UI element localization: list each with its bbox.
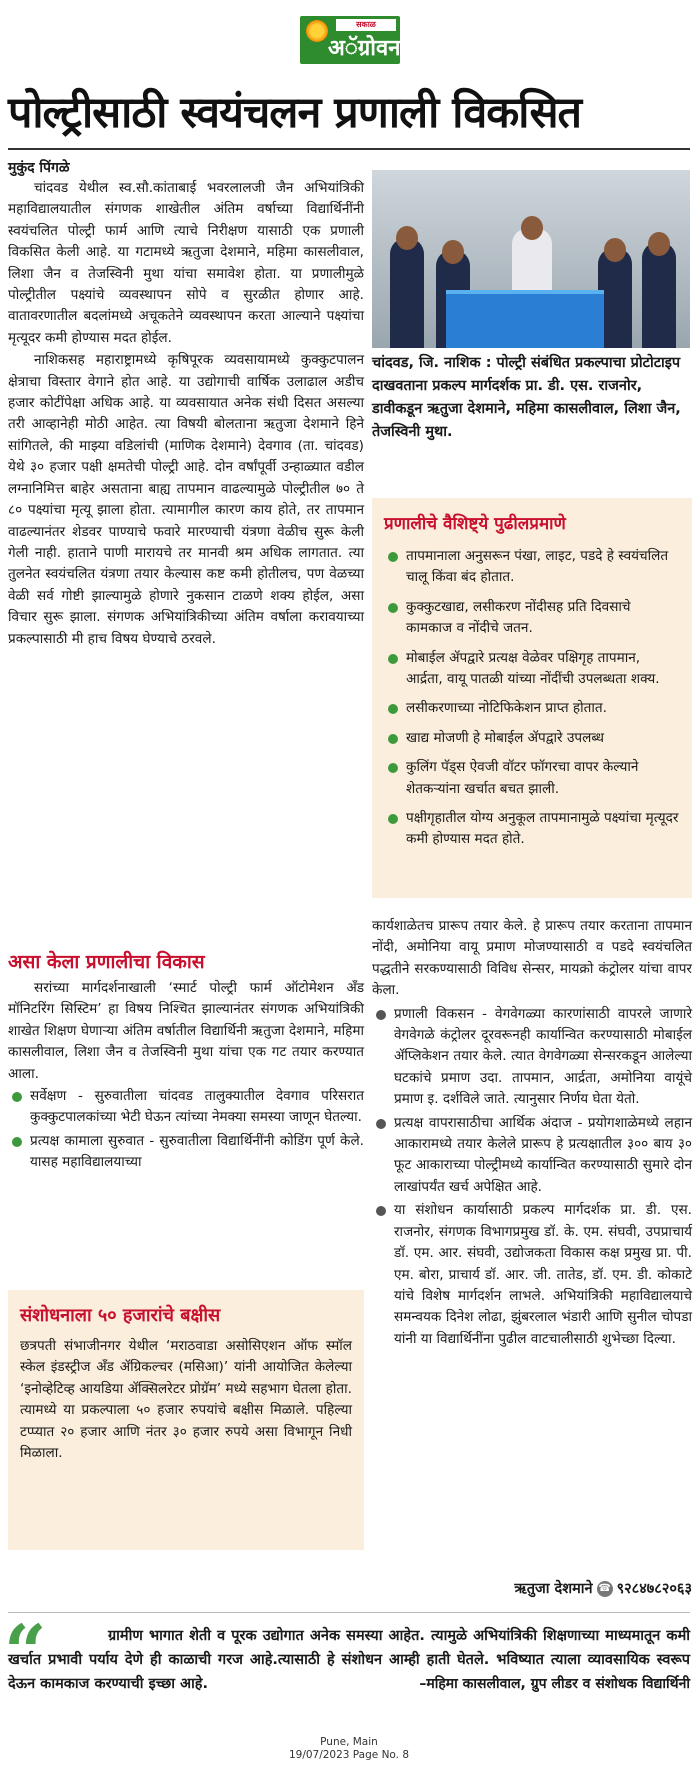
body-paragraph-2: नाशिकसह महाराष्ट्रामध्ये कृषिपूरक व्यवसायामध्ये कुक्कुटपालन क्षेत्राचा विस्तार वेगाने होत आहे. या उद्योगाची वार्षिक उलाढाल अडीच हजार कोटींपेक्षा अधिक आहे. या व्यवसायात अनेक संधी दिसत असल्या तरी आव्हानेही मोठी आहेत. त्या विषयी बोलताना ऋतुजा देशमाने हिने सांगितले, की माझ्या वडिलांची (माणिक देशमाने) देवगाव (ता. चांदवड) येथे ३० हजार पक्षी क्षमतेची पोल्ट्री आहे. दोन वर्षांपूर्वी उन्हाळ्यात वडील लग्नानिमित्त बाहेर असताना बाह्य तापमान वाढल्यामुळे पोल्ट्रीतील ७० ते ८० पक्ष्यांचा मृत्यू झाला होता. त्यामागील कारण काय होते, तर तापमान वाढल्यानंतर शेडवर पाण्याचे फवारे मारण्याची यंत्रणा वेळीच सुरू केली गेली नाही. हाताने पाणी मारायचे तर मानवी श्रम अधिक लागतात. त्या तुलनेत स्वयंचलित यंत्रणा तयार केल्यास कष्ट कमी होतीलच, पण वेळच्या वेळी सर्व गोष्टी झाल्यामुळे होणारे नुकसान टाळणे शक्य होईल, असा विचार सुरू झाला. संगणक अभियांत्रिकीच्या अंतिम वर्षाला करावयाच्या प्रकल्पासाठी मी हाच विषय घेण्याचे ठरवले.	[8, 352, 364, 647]
features-title: प्रणालीचे वैशिष्ट्ये पुढीलप्रमाणे	[384, 514, 566, 534]
list-item: कुक्कुटखाद्य, लसीकरण नोंदीसह प्रति दिवसाचे कामकाज व नोंदीचे जतन.	[384, 597, 680, 640]
list-item: प्रत्यक्ष कामाला सुरुवात - सुरुवातीला विद्यार्थिनींनी कोडिंग पूर्ण केले. यासह महाविद्यालयाच्या	[8, 1131, 364, 1174]
byline: मुकुंद पिंगळे	[8, 160, 70, 176]
features-list	[384, 546, 680, 851]
body-paragraph-1: चांदवड येथील स्व.सौ.कांताबाई भवरलालजी जैन अभियांत्रिकी महाविद्यालयातील संगणक शाखेतील अंतिम वर्षाच्या विद्यार्थिनींनी स्वयंचलित पोल्ट्री फार्म आणि त्याचे निरीक्षण यासाठी एक प्रणाली विकसित केली आहे. या गटामध्ये ऋतुजा देशमाने, महिमा कासलीवाल, लिशा जैन व तेजस्विनी मुथा यांचा समावेश होता. या प्रणालीमुळे पोल्ट्रीतील पक्ष्यांचे व्यवस्थापन सोपे व सुरळीत होणार आहे. वातावरणातील बदलांमध्ये अचूकतेने व्यवस्थापन करता आल्याने पक्ष्यांचा मृत्यूदर कमी होण्यास मदत होईल.	[8, 180, 364, 346]
list-item: मोबाईल ॲपद्वारे प्रत्यक्ष वेळेवर पक्षिगृह तापमान, आर्द्रता, वायू पातळी यांच्या नोंदींची उपलब्धता शक्य.	[384, 648, 680, 691]
continuation-lead: कार्यशाळेतच प्रारूप तयार केले. हे प्रारूप तयार करताना तापमान नोंदी, अमोनिया वायू प्रमाण मोजण्यासाठी व पडदे स्वयंचलित पद्धतीने सरकण्यासाठी विविध सेन्सर, मायक्रो कंट्रोलर यांचा वापर केला.	[372, 918, 692, 999]
person-head	[521, 216, 543, 240]
person-head	[648, 232, 670, 256]
list-item: सर्वेक्षण - सुरुवातीला चांदवड तालुक्यातील देवगाव परिसरात कुक्कुटपालकांच्या भेटी घेऊन त्यांच्या नेमक्या समस्या जाणून घेतल्या.	[8, 1086, 364, 1129]
development-title: असा केला प्रणालीचा विकास	[8, 951, 205, 973]
prize-title: संशोधनाला ५० हजारांचे बक्षीस	[20, 1305, 221, 1326]
article-photo	[372, 170, 690, 348]
masthead-logo	[300, 16, 400, 64]
list-item: या संशोधन कार्यासाठी प्रकल्प मार्गदर्शक प्रा. डी. एस. राजनोर, संगणक विभागप्रमुख डॉ. के. एम. संघवी, उपप्राचार्य डॉ. एम. आर. संघवी, उद्योजकता विकास कक्ष प्रमुख प्रा. पी. एम. बोरा, प्राचार्य डॉ. आर. जी. तातेड, डॉ. एम. डी. कोकाटे यांचे विशेष मार्गदर्शन लाभले. अभियांत्रिकी महाविद्यालयाचे समन्वयक दिनेश लोढा, झुंबरलाल भंडारी आणि सुनील चोपडा यांनी या विद्यार्थिनींना पुढील वाटचालीसाठी शुभेच्छा दिल्या.	[372, 1200, 692, 1350]
prototype-table	[446, 290, 604, 348]
list-item: पक्षीगृहातील योग्य अनुकूल तापमानामुळे पक्ष्यांचा मृत्यूदर कमी होण्यास मदत होते.	[384, 808, 680, 851]
list-item: प्रणाली विकसन - वेगवेगळ्या कारणांसाठी वापरले जाणारे वेगवेगळे कंट्रोलर दूरवरूनही कार्यान्वित करण्यासाठी मोबाईल ॲप्लिकेशन तयार केले. त्यात वेगवेगळ्या सेन्सरकडून आलेल्या घटकांचे प्रमाण उदा. तापमान, आर्द्रता, अमोनिया वायूंचे प्रमाण इ. दर्शविले जाते. त्यानुसार निर्णय घेता येतो.	[372, 1004, 692, 1111]
quote-divider	[8, 1612, 690, 1613]
footer-edition: Pune, Main	[320, 1736, 378, 1748]
quote-mark-icon: “	[4, 1610, 47, 1696]
person-figure	[390, 238, 424, 348]
continuation-list	[372, 1004, 692, 1351]
list-item: कुलिंग पॅड्स ऐवजी वॉटर फॉगरचा वापर केल्याने शेतकऱ्यांना खर्चात बचत झाली.	[384, 757, 680, 800]
prize-text: छत्रपती संभाजीनगर येथील ‘मराठवाडा असोसिएशन ऑफ स्मॉल स्केल इंडस्ट्रीज अँड ॲग्रिकल्चर (मसिआ)’ यांनी आयोजित केलेल्या ‘इनोव्हेटिव्ह आयडिया ॲक्सिलरेटर प्रोग्रॅम’ मध्ये सहभाग घेतला होता. त्यामध्ये या प्रकल्पाला ५० हजार रुपयांचे बक्षीस मिळाले. पहिल्या टप्प्यात २० हजार आणि नंतर ३० हजार रुपये असा विभागून निधी मिळाला.	[20, 1338, 352, 1462]
list-item: लसीकरणाच्या नोटिफिकेशन प्राप्त होतात.	[384, 698, 680, 719]
photo-caption: चांदवड, जि. नाशिक : पोल्ट्री संबंधित प्रकल्पाचा प्रोटोटाइप दाखवताना प्रकल्प मार्गदर्शक प्रा. डी. एस. राजनोर, डावीकडून ऋतुजा देशमाने, महिमा कासलीवाल, लिशा जैन, तेजस्विनी मुथा.	[372, 355, 681, 440]
article-continuation	[372, 916, 692, 1352]
headline: पोल्ट्रीसाठी स्वयंचलन प्रणाली विकसित	[8, 88, 582, 138]
person-head	[396, 226, 418, 250]
article-body	[8, 178, 364, 651]
features-box	[372, 498, 692, 898]
pull-quote	[8, 1624, 690, 1696]
development-intro: सरांच्या मार्गदर्शनाखाली ‘स्मार्ट पोल्ट्री फार्म ऑटोमेशन अँड मॉनिटरिंग सिस्टिम’ हा विषय निश्चित झाल्यानंतर संगणक अभियांत्रिकी शाखेत शिक्षण घेणाऱ्या अंतिम वर्षातील विद्यार्थिनी ऋतुजा देशमाने, महिमा कासलीवाल, लिशा जैन व तेजस्विनी मुथा यांचा एक गट तयार करण्यात आला.	[8, 980, 364, 1082]
development-body	[8, 978, 364, 1176]
list-item: प्रत्यक्ष वापरासाठीचा आर्थिक अंदाज - प्रयोगशाळेमध्ये लहान आकारामध्ये तयार केलेले प्रारूप हे प्रत्यक्षातील ३०० बाय ३० फूट आकाराच्या पोल्ट्रीमध्ये कार्यान्वित करण्यासाठी सुमारे दोन लाखांपर्यंत खर्च अपेक्षित आहे.	[372, 1113, 692, 1199]
list-item: खाद्य मोजणी हे मोबाईल ॲपद्वारे उपलब्ध	[384, 728, 680, 749]
contact-line	[430, 1578, 692, 1598]
masthead-tag: सकाळ	[336, 19, 396, 31]
list-item: तापमानाला अनुसरून पंखा, लाइट, पडदे हे स्वयंचलित चालू किंवा बंद होतात.	[384, 546, 680, 589]
headline-rule	[8, 148, 690, 150]
sun-icon	[306, 20, 328, 42]
contact-phone: ९२८४७८२०६३	[616, 1581, 692, 1597]
masthead-name: अॅग्रोवन	[328, 35, 400, 61]
person-head	[442, 240, 464, 264]
prize-box	[8, 1290, 364, 1550]
person-head	[604, 238, 626, 262]
phone-icon: ☎	[597, 1581, 613, 1597]
page-footer	[240, 1736, 458, 1762]
quote-text: ग्रामीण भागात शेती व पूरक उद्योगात अनेक समस्या आहेत. त्यामुळे अभियांत्रिकी शिक्षणाच्या माध्यमातून कमी खर्चात प्रभावी पर्याय देणे ही काळाची गरज आहे.त्यासाठी हे संशोधन आम्ही हाती घेतले. भविष्यात त्याला व्यावसायिक स्वरूप देऊन कामकाज करण्याची इच्छा आहे.	[8, 1628, 690, 1692]
contact-name: ऋतुजा देशमाने	[514, 1581, 593, 1597]
person-figure	[642, 242, 676, 348]
footer-date-page: 19/07/2023 Page No. 8	[288, 1749, 410, 1761]
quote-author: –महिमा कासलीवाल, ग्रुप लीडर व संशोधक विद्यार्थिनी	[419, 1676, 690, 1692]
development-list	[8, 1086, 364, 1174]
